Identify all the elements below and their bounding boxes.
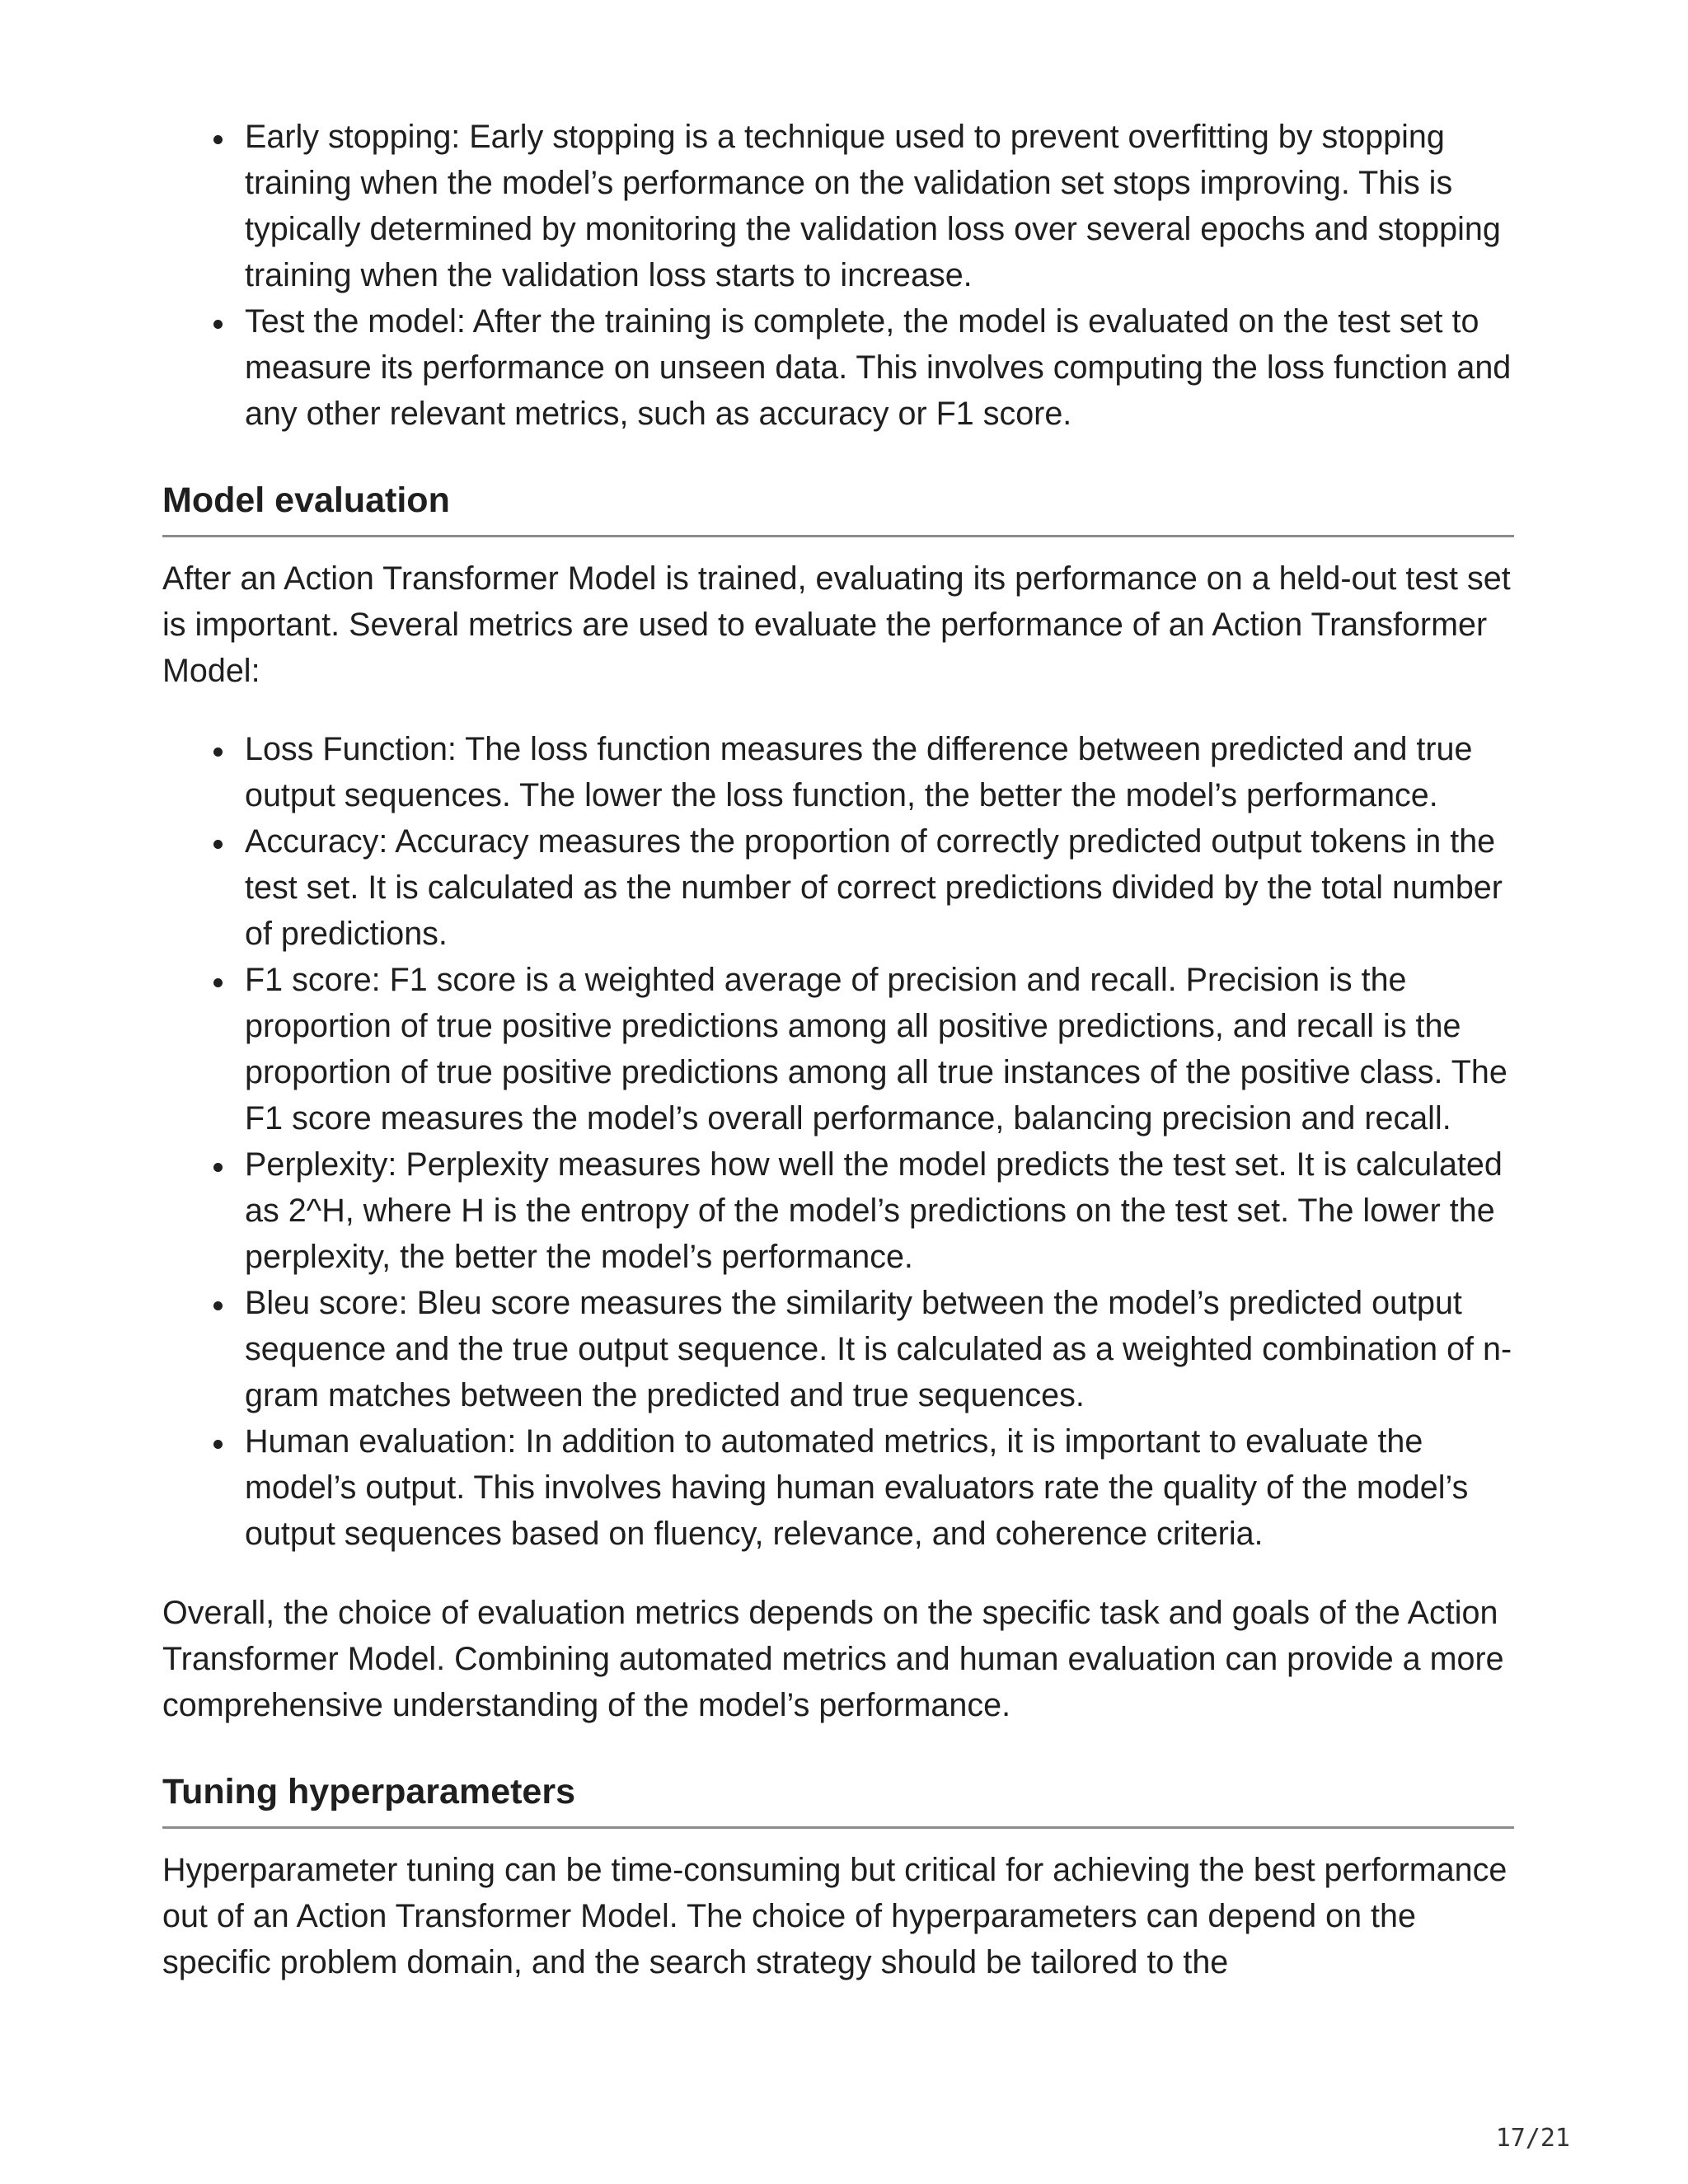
list-item: Human evaluation: In addition to automated metrics, it is important to evaluate the model’s output. This involves having human evaluators rate the quality of the model’s output sequences based on fluency, relevance, and coherence criteria. xyxy=(162,1418,1514,1557)
list-item: F1 score: F1 score is a weighted average of precision and recall. Precision is the proportion of true positive predictions among all positive predictions, and recall is the proportion of true positive predictions among all true instances of the positive class. The F1 score measures the model’s overall performance, balancing precision and recall. xyxy=(162,957,1514,1141)
list-item: Accuracy: Accuracy measures the proportion of correctly predicted output tokens in the test set. It is calculated as the number of correct predictions divided by the total number of predictions. xyxy=(162,818,1514,957)
list-item: Early stopping: Early stopping is a technique used to prevent overfitting by stopping training when the model’s performance on the validation set stops improving. This is typically determined by monitoring the validation loss over several epochs and stopping training when the validation loss starts to increase. xyxy=(162,114,1514,298)
model-evaluation-intro: After an Action Transformer Model is trained, evaluating its performance on a held-out test set is important. Several metrics are used to evaluate the performance of an Action Transformer Model: xyxy=(162,560,1511,689)
section-heading-tuning-hyperparameters: Tuning hyperparameters xyxy=(162,1769,1514,1829)
list-item: Perplexity: Perplexity measures how well the model predicts the test set. It is calculated as 2^H, where H is the entropy of the model’s predictions on the test set. The lower the perplexity, the better the model’s performance. xyxy=(162,1141,1514,1280)
model-evaluation-conclusion: Overall, the choice of evaluation metrics depends on the specific task and goals of the Action Transformer Model. Combining automated metrics and human evaluation can provide a more comprehensive understanding of the model’s performance. xyxy=(162,1595,1504,1723)
list-item: Test the model: After the training is complete, the model is evaluated on the test set to measure its performance on unseen data. This involves computing the loss function and any other relevant metrics, such as accuracy or F1 score. xyxy=(162,298,1514,437)
list-item: Loss Function: The loss function measures the difference between predicted and true output sequences. The lower the loss function, the better the model’s performance. xyxy=(162,726,1514,818)
page-number: 17/21 xyxy=(1495,2124,1570,2153)
document-page xyxy=(162,114,1514,1985)
evaluation-metrics-list xyxy=(162,726,1514,1557)
section-heading-model-evaluation: Model evaluation xyxy=(162,477,1514,537)
list-item: Bleu score: Bleu score measures the similarity between the model’s predicted output sequence and the true output sequence. It is calculated as a weighted combination of n-gram matches between the predicted and true sequences. xyxy=(162,1280,1514,1418)
training-steps-list xyxy=(162,114,1514,437)
tuning-intro: Hyperparameter tuning can be time-consuming but critical for achieving the best performance out of an Action Transformer Model. The choice of hyperparameters can depend on the specific problem domain, and the search strategy should be tailored to the xyxy=(162,1852,1507,1980)
